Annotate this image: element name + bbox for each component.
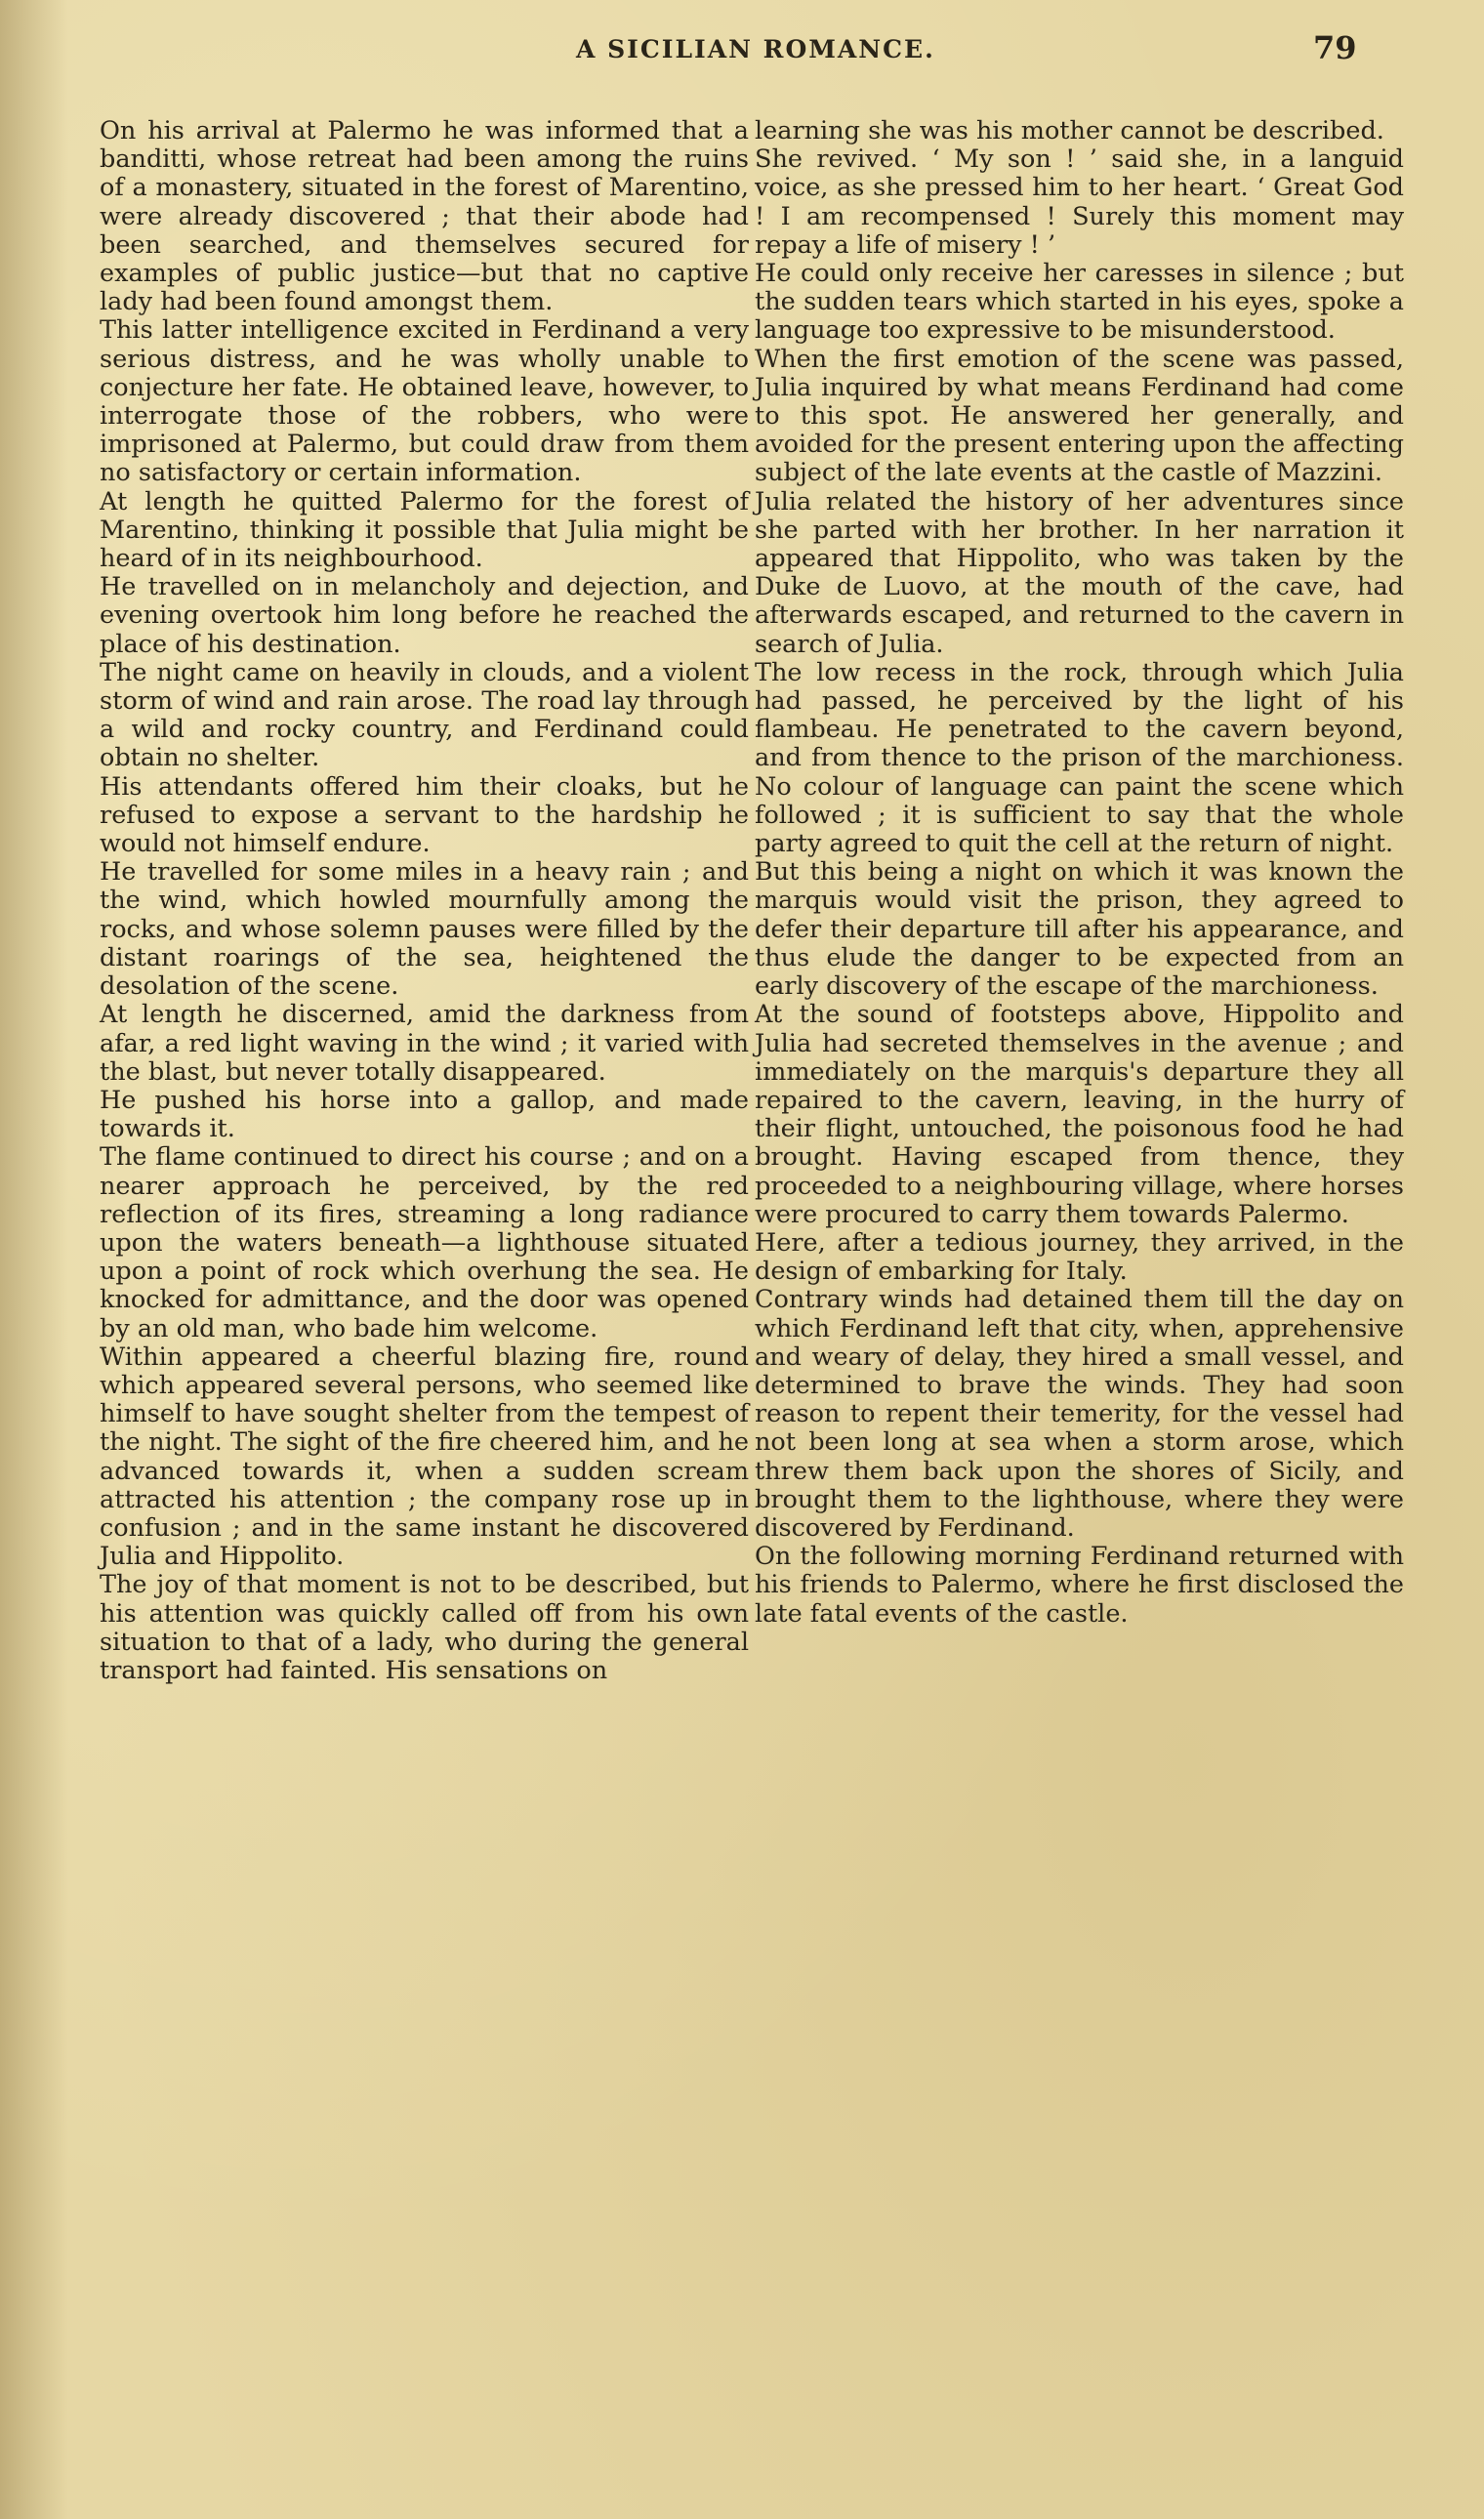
paragraph: He pushed his horse into a gallop, and made towards it. (100, 1085, 749, 1144)
paragraph: He travelled on in melancholy and dejection, and evening overtook him long before he reached the place of his destination. (100, 572, 749, 659)
page-edge-shadow (0, 0, 68, 2519)
paragraph: Within appeared a cheerful blazing fire, round which appeared several persons, who seemed like himself to have sought shelter from the tempest of the night. The sight of the fire cheered him, and he advanced towards it, when a sudden scream attracted his attention ; the company rose up in confusion ; and in the same instant he discovered Julia and Hippolito. (100, 1342, 749, 1572)
paragraph: He travelled for some miles in a heavy rain ; and the wind, which howled mournfully among the rocks, and whose solemn pauses were filled by the distant roarings of the sea, heightened the desolation of the scene. (100, 857, 749, 1002)
paragraph: His attendants offered him their cloaks, but he refused to expose a servant to the hardship he would not himself endure. (100, 771, 749, 859)
paragraph: The flame continued to direct his course ; and on a nearer approach he perceived, by the red reflection of its fires, streaming a long radiance upon the waters beneath—a lighthouse situated upon a point of rock which overhung the sea. He knocked for admittance, and the door was opened by an old man, who bade him welcome. (100, 1142, 749, 1343)
paragraph: But this being a night on which it was known the marquis would visit the prison, they agreed to defer their departure till after his appearance, and thus elude the danger to be expected from an early discovery of the escape of the marchioness. (755, 857, 1404, 1002)
running-header (0, 29, 1484, 74)
running-title: A SICILIAN ROMANCE. (576, 35, 935, 63)
paragraph: At length he discerned, amid the darkness from afar, a red light waving in the wind ; it varied with the blast, but never totally disappeared. (100, 1000, 749, 1087)
paragraph: At length he quitted Palermo for the forest of Marentino, thinking it possible that Julia might be heard of in its neighbourhood. (100, 486, 749, 574)
paragraph: When the first emotion of the scene was passed, Julia inquired by what means Ferdinand had come to this spot. He answered her generally, and avoided for the present entering upon the affecting subject of the late events at the castle of Mazzini. (755, 344, 1404, 488)
paragraph: The joy of that moment is not to be described, but his attention was quickly called off from his own situation to that of a lady, who during the general transport had fainted. His sensations on (100, 1570, 749, 1685)
paragraph: learning she was his mother cannot be described. (755, 116, 1384, 145)
paragraph: The night came on heavily in clouds, and a violent storm of wind and rain arose. The road lay through a wild and rocky country, and Ferdinand could obtain no shelter. (100, 657, 749, 773)
paragraph: Here, after a tedious journey, they arrived, in the design of embarking for Italy. (755, 1227, 1404, 1287)
paragraph: He could only receive her caresses in silence ; but the sudden tears which started in his eyes, spoke a language too expressive to be misunderstood. (755, 259, 1404, 346)
left-column (100, 117, 749, 1685)
paragraph: She revived. ‘ My son ! ’ said she, in a languid voice, as she pressed him to her heart. ‘ Great God ! I am recompensed ! Surely this moment may repay a life of misery ! ’ (755, 145, 1404, 260)
paragraph: At the sound of footsteps above, Hippolito and Julia had secreted themselves in the avenue ; and immediately on the marquis's departure they all repaired to the cavern, leaving, in the hurry of their flight, untouched, the poisonous food he had brought. Having escaped from thence, they proceeded to a neighbouring village, where horses were procured to carry them towards Palermo. (755, 1000, 1404, 1229)
paragraph: This latter intelligence excited in Ferdinand a very serious distress, and he was wholly unable to conjecture her fate. He obtained leave, however, to interrogate those of the robbers, who were imprisoned at Palermo, but could draw from them no satisfactory or certain information. (100, 315, 749, 488)
paragraph: On his arrival at Palermo he was informed that a banditti, whose retreat had been among the ruins of a monastery, situated in the forest of Marentino, were already discovered ; that their abode had been searched, and themselves secured for examples of public justice—but that no captive lady had been found amongst them. (100, 116, 749, 317)
right-column (755, 117, 1404, 1629)
paragraph: Contrary winds had detained them till the day on which Ferdinand left that city, when, apprehensive and weary of delay, they hired a small vessel, and determined to brave the winds. They had soon reason to repent their temerity, for the vessel had not been long at sea when a storm arose, which threw them back upon the shores of Sicily, and brought them to the lighthouse, where they were discovered by Ferdinand. (755, 1285, 1404, 1543)
paragraph: The low recess in the rock, through which Julia had passed, he perceived by the light of his flambeau. He penetrated to the cavern beyond, and from thence to the prison of the marchioness. No colour of language can paint the scene which followed ; it is sufficient to say that the whole party agreed to quit the cell at the return of night. (755, 657, 1404, 859)
page-number: 79 (1313, 29, 1357, 66)
paragraph: Julia related the history of her adventures since she parted with her brother. In her narration it appeared that Hippolito, who was taken by the Duke de Luovo, at the mouth of the cave, had afterwards escaped, and returned to the cavern in search of Julia. (755, 486, 1404, 659)
paragraph: On the following morning Ferdinand returned with his friends to Palermo, where he first disclosed the late fatal events of the castle. (755, 1542, 1404, 1629)
